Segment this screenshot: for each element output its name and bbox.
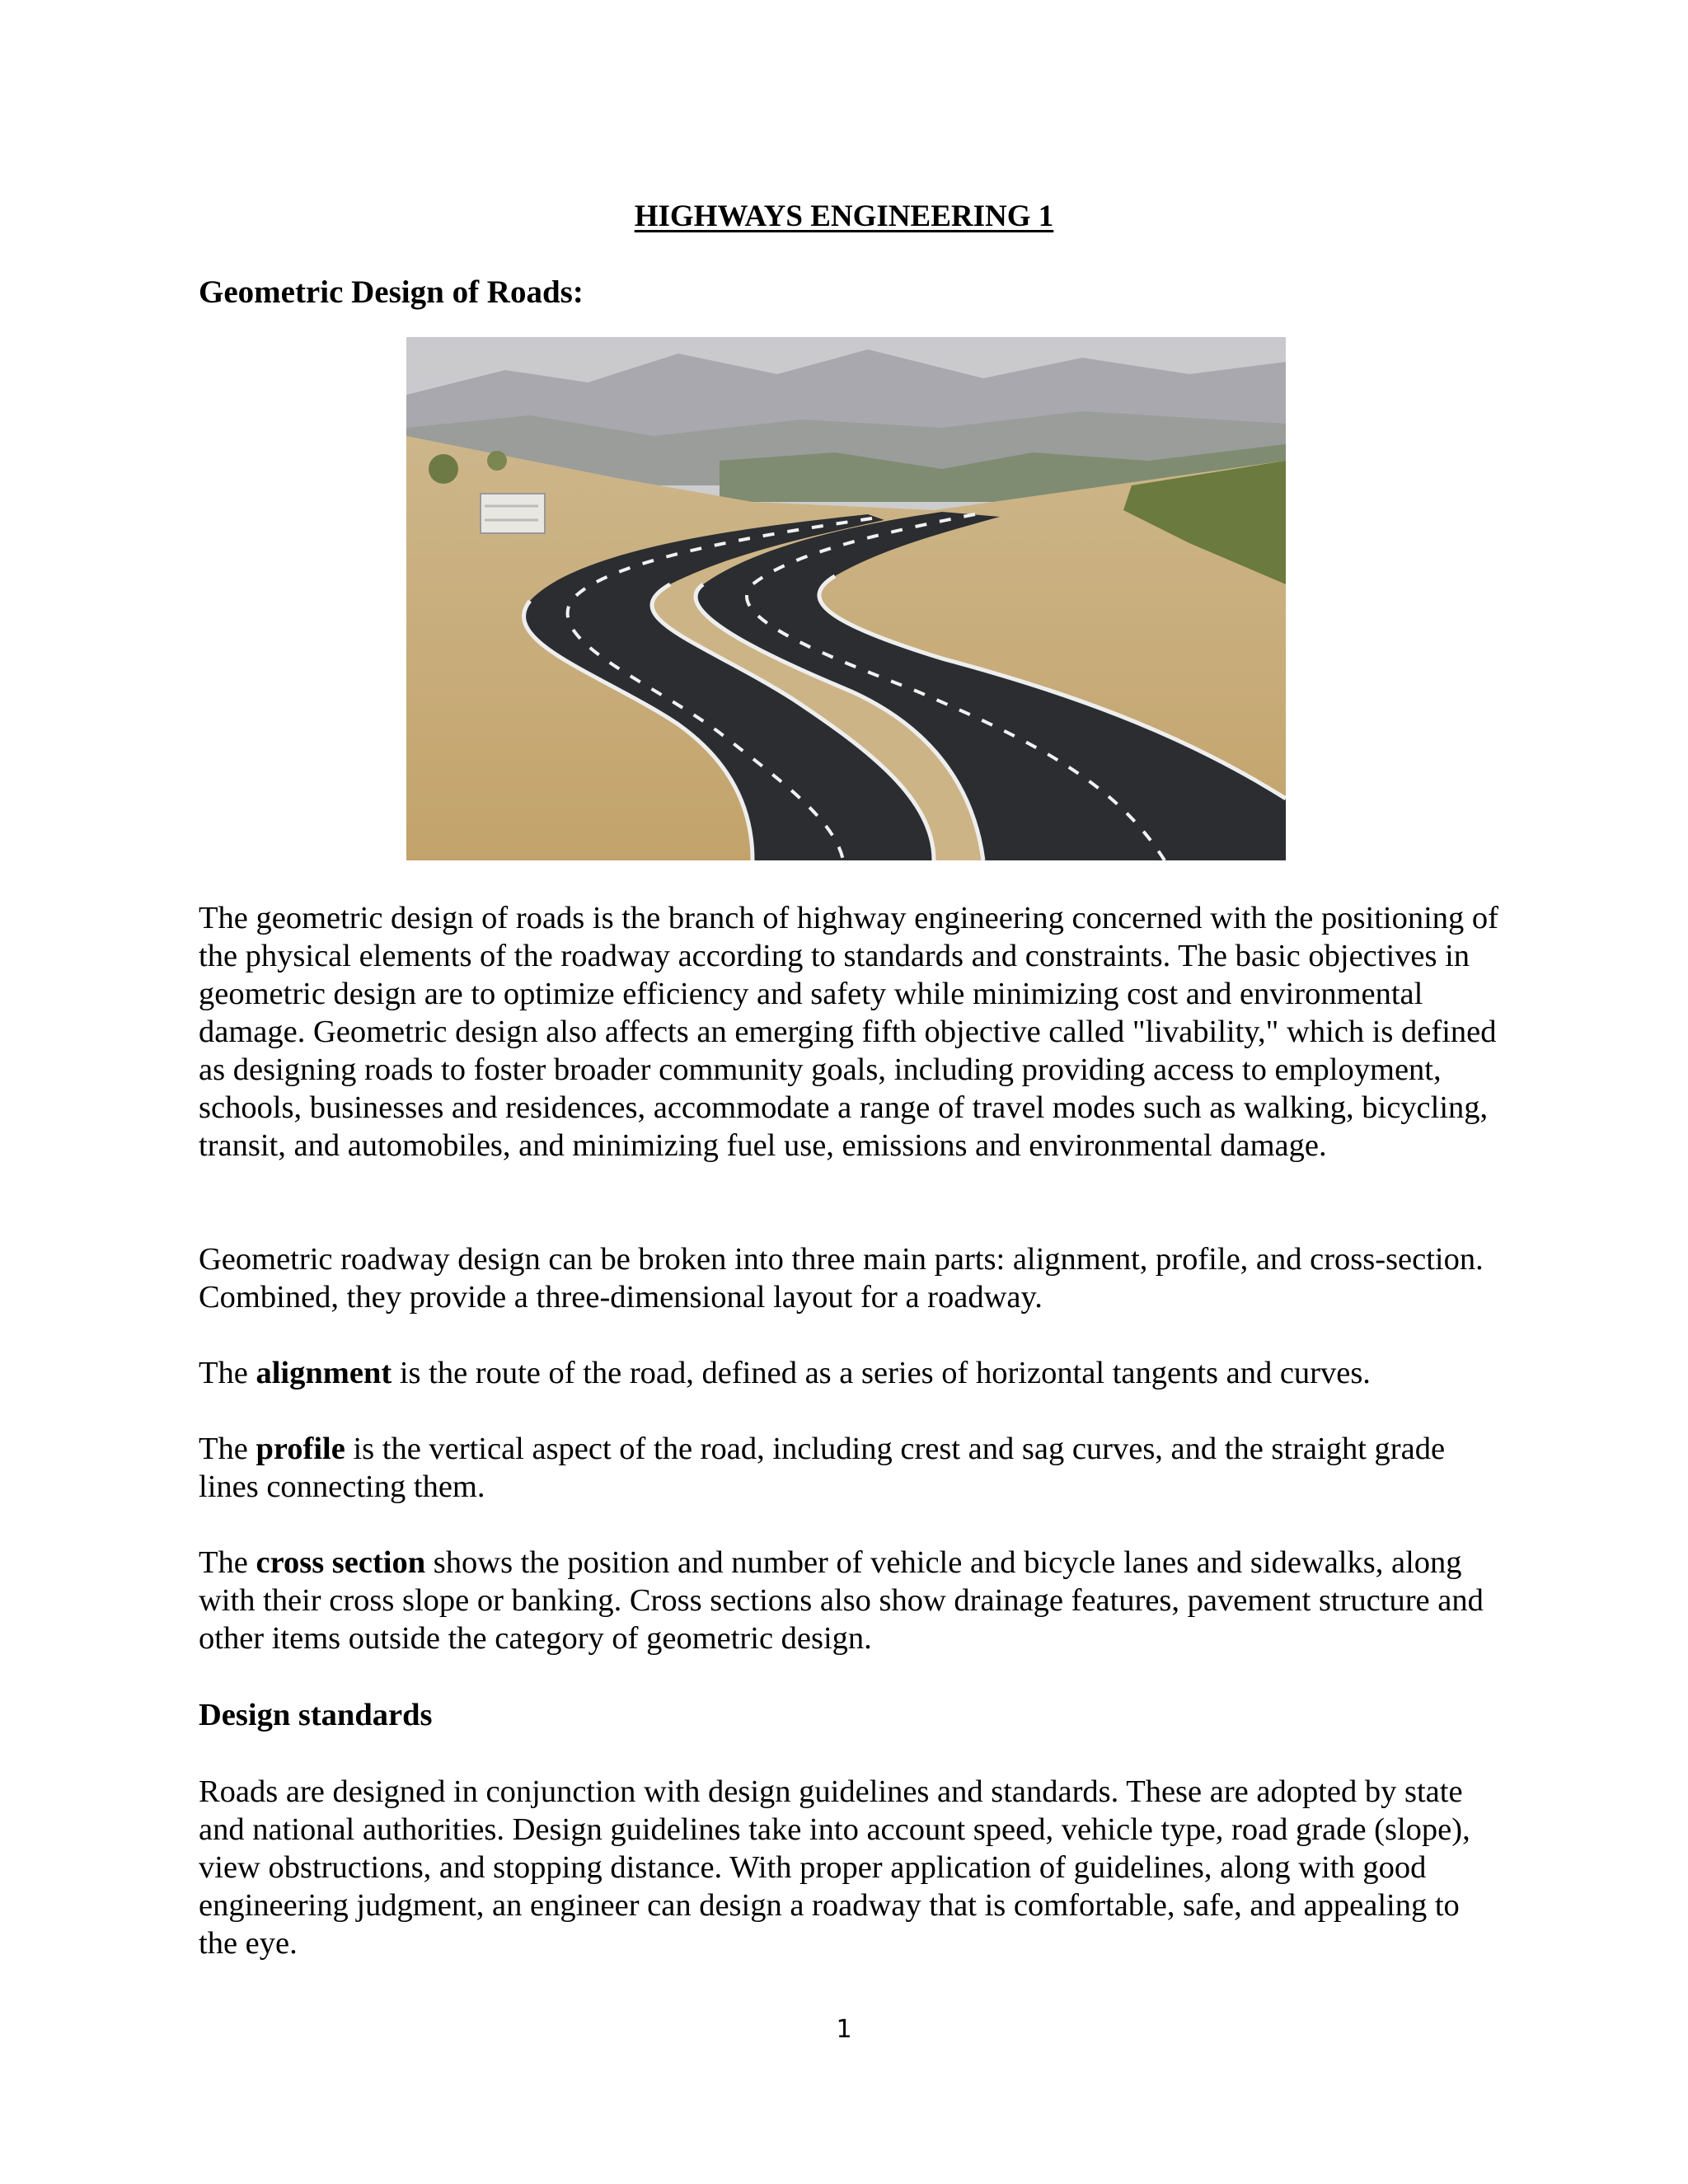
cross-section-prefix: The (199, 1545, 256, 1580)
winding-highway-photo (406, 337, 1286, 860)
profile-term: profile (256, 1432, 345, 1466)
parts-paragraph: Geometric roadway design can be broken into three main parts: alignment, profile, and cross-section. Combined, they provide a three-dimensional layout for a roadway. (199, 1242, 1484, 1315)
alignment-paragraph (199, 1354, 1501, 1392)
cross-section-paragraph (199, 1544, 1501, 1657)
cross-section-text: shows the position and number of vehicle and bicycle lanes and sidewalks, along with their cross slope or banking. Cross sections also show drainage features, pavement structure and other items outside the category of geometric design. (199, 1545, 1484, 1656)
alignment-prefix: The (199, 1356, 256, 1390)
section-heading-geometric-design: Geometric Design of Roads: (199, 274, 584, 310)
cross-section-term: cross section (256, 1545, 426, 1580)
alignment-term: alignment (256, 1356, 392, 1390)
profile-prefix: The (199, 1432, 256, 1466)
design-standards-heading: Design standards (199, 1698, 433, 1732)
profile-paragraph (199, 1430, 1501, 1506)
design-standards-paragraph: Roads are designed in conjunction with design guidelines and standards. These are adopted by state and national authorities. Design guidelines take into account speed, vehicle type, road grade (slope), view obstructions, and stopping distance. With proper application of guidelines, along with good engineering judgment, an engineer can design a roadway that is comfortable, safe, and appealing to the eye. (199, 1774, 1470, 1961)
intro-paragraph: The geometric design of roads is the branch of highway engineering concerned with the positioning of the physical elements of the roadway according to standards and constraints. The basic objectives in geometric design are to optimize efficiency and safety while minimizing cost and environmental damage. Geometric design also affects an emerging fifth objective called "livability," which is defined as designing roads to foster broader community goals, including providing access to employment, schools, businesses and residences, accommodate a range of travel modes such as walking, bicycling, transit, and automobiles, and minimizing fuel use, emissions and environmental damage. (199, 901, 1498, 1163)
alignment-text: is the route of the road, defined as a series of horizontal tangents and curves. (392, 1356, 1371, 1390)
profile-text: is the vertical aspect of the road, including crest and sag curves, and the straight grade lines connecting them. (199, 1432, 1446, 1504)
page-number: 1 (836, 2015, 852, 2044)
document-title: HIGHWAYS ENGINEERING 1 (634, 199, 1054, 233)
